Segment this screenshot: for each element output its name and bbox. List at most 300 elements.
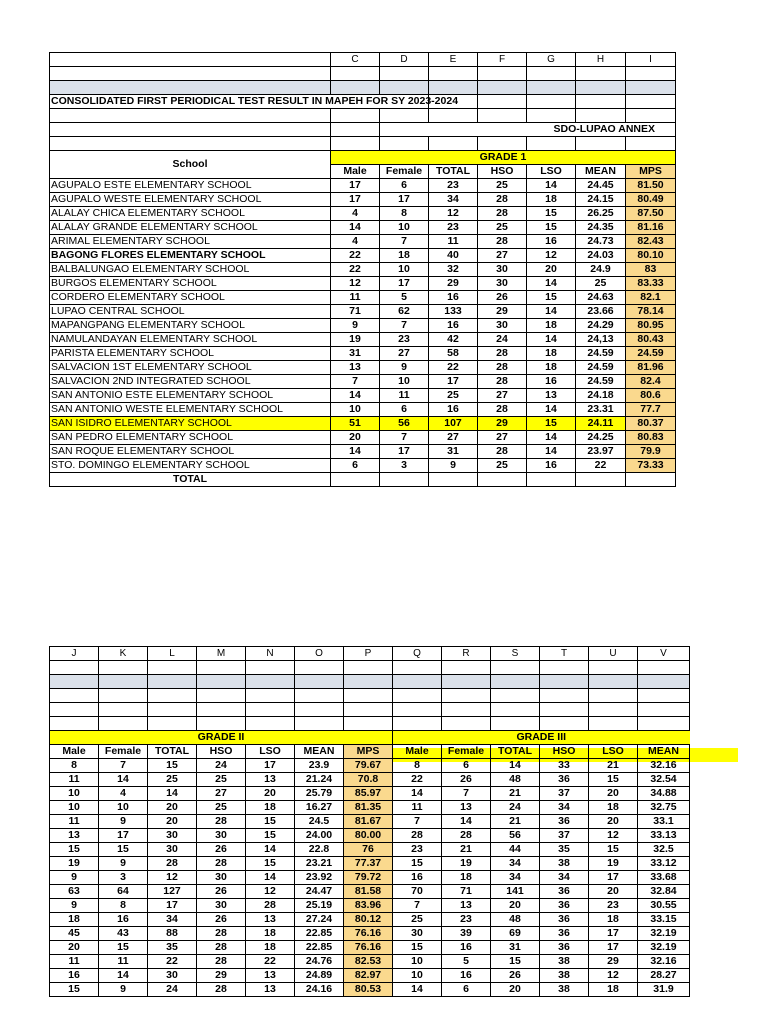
mps-value: 80.00: [344, 829, 393, 843]
school-name: ALALAY CHICA ELEMENTARY SCHOOL: [50, 207, 331, 221]
value-cell: 14: [527, 445, 576, 459]
column-header: LSO: [527, 165, 576, 179]
value-cell: 24.29: [576, 319, 626, 333]
mps-value: 80.49: [626, 193, 676, 207]
value-cell: 16: [442, 941, 491, 955]
mps-value: 76.16: [344, 941, 393, 955]
column-letter: F: [478, 53, 527, 67]
value-cell: 18: [442, 871, 491, 885]
value-cell: 15: [50, 843, 99, 857]
table-row: [50, 885, 690, 899]
school-name: SAN ANTONIO WESTE ELEMENTARY SCHOOL: [50, 403, 331, 417]
empty-cell: [344, 661, 393, 675]
empty-cell: [576, 473, 626, 487]
value-cell: 10: [331, 403, 380, 417]
value-cell: 29: [429, 277, 478, 291]
school-name: CORDERO ELEMENTARY SCHOOL: [50, 291, 331, 305]
empty-cell: [478, 67, 527, 81]
grade-header-row: [50, 731, 690, 745]
mps-value: 82.43: [626, 235, 676, 249]
value-cell: 15: [491, 955, 540, 969]
blank-row: [50, 661, 690, 675]
value-cell: 7: [99, 759, 148, 773]
mps-value: 82.97: [344, 969, 393, 983]
value-cell: 7: [331, 375, 380, 389]
value-cell: 23.21: [295, 857, 344, 871]
empty-cell: [589, 689, 638, 703]
table-row: [50, 417, 676, 431]
value-cell: 20: [148, 815, 197, 829]
value-cell: 15: [527, 207, 576, 221]
grade1-results-table: [49, 52, 676, 487]
value-cell: 7: [393, 899, 442, 913]
value-cell: 71: [442, 885, 491, 899]
value-cell: 34: [491, 857, 540, 871]
column-letter: R: [442, 647, 491, 661]
value-cell: 34: [429, 193, 478, 207]
table-row: [50, 277, 676, 291]
table-row: [50, 193, 676, 207]
value-cell: 16.27: [295, 801, 344, 815]
total-label: TOTAL: [50, 473, 331, 487]
empty-cell: [393, 703, 442, 717]
value-cell: 4: [331, 235, 380, 249]
value-cell: 25: [478, 459, 527, 473]
value-cell: 39: [442, 927, 491, 941]
value-cell: 24.18: [576, 389, 626, 403]
value-cell: 18: [527, 361, 576, 375]
value-cell: 32.54: [638, 773, 690, 787]
value-cell: 28: [442, 829, 491, 843]
column-letter: K: [99, 647, 148, 661]
value-cell: 28: [148, 857, 197, 871]
column-letter-row: [50, 53, 676, 67]
empty-cell: [50, 675, 99, 689]
value-cell: 10: [393, 969, 442, 983]
table-row: [50, 815, 690, 829]
empty-cell: [393, 717, 442, 731]
mps-value: 81.67: [344, 815, 393, 829]
value-cell: 20: [246, 787, 295, 801]
value-cell: 23: [442, 913, 491, 927]
value-cell: 24: [478, 333, 527, 347]
value-cell: 32: [429, 263, 478, 277]
value-cell: 23.97: [576, 445, 626, 459]
value-cell: 141: [491, 885, 540, 899]
value-cell: 37: [540, 829, 589, 843]
value-cell: 36: [540, 773, 589, 787]
value-cell: 23.31: [576, 403, 626, 417]
value-cell: 17: [99, 829, 148, 843]
value-cell: 28: [393, 829, 442, 843]
column-header: LSO: [589, 745, 638, 759]
empty-cell: [295, 689, 344, 703]
empty-cell: [540, 689, 589, 703]
value-cell: 8: [380, 207, 429, 221]
value-cell: 22.85: [295, 941, 344, 955]
value-cell: 25: [429, 389, 478, 403]
value-cell: 32.75: [638, 801, 690, 815]
empty-cell: [344, 703, 393, 717]
school-name: LUPAO CENTRAL SCHOOL: [50, 305, 331, 319]
value-cell: 127: [148, 885, 197, 899]
value-cell: 62: [380, 305, 429, 319]
empty-cell: [429, 81, 478, 95]
empty-cell: [638, 703, 690, 717]
value-cell: 20: [589, 787, 638, 801]
value-cell: 33.15: [638, 913, 690, 927]
empty-cell: [429, 473, 478, 487]
mps-value: 80.10: [626, 249, 676, 263]
value-cell: 8: [99, 899, 148, 913]
value-cell: 11: [50, 815, 99, 829]
empty-cell: [148, 689, 197, 703]
value-cell: 15: [246, 829, 295, 843]
empty-cell: [50, 67, 331, 81]
school-name: ALALAY GRANDE ELEMENTARY SCHOOL: [50, 221, 331, 235]
value-cell: 6: [380, 403, 429, 417]
value-cell: 51: [331, 417, 380, 431]
mps-value: 77.7: [626, 403, 676, 417]
table-row: [50, 459, 676, 473]
value-cell: 10: [380, 375, 429, 389]
mps-value: 70.8: [344, 773, 393, 787]
empty-cell: [50, 123, 331, 137]
value-cell: 24.15: [576, 193, 626, 207]
value-cell: 18: [527, 193, 576, 207]
empty-cell: [50, 689, 99, 703]
value-cell: 30: [197, 871, 246, 885]
table-row: [50, 347, 676, 361]
mps-value: 81.58: [344, 885, 393, 899]
value-cell: 31.9: [638, 983, 690, 997]
table-row: [50, 773, 690, 787]
column-header-row: [50, 745, 690, 759]
empty-cell: [148, 717, 197, 731]
value-cell: 21: [589, 759, 638, 773]
value-cell: 38: [540, 857, 589, 871]
empty-cell: [527, 137, 576, 151]
mps-value: 82.4: [626, 375, 676, 389]
value-cell: 13: [442, 801, 491, 815]
value-cell: 10: [99, 801, 148, 815]
value-cell: 19: [442, 857, 491, 871]
table-row: [50, 787, 690, 801]
school-name: STO. DOMINGO ELEMENTARY SCHOOL: [50, 459, 331, 473]
empty-cell: [626, 95, 676, 109]
value-cell: 36: [540, 913, 589, 927]
value-cell: 30: [478, 277, 527, 291]
value-cell: 24.45: [576, 179, 626, 193]
value-cell: 23.92: [295, 871, 344, 885]
column-letter: D: [380, 53, 429, 67]
value-cell: 13: [442, 899, 491, 913]
value-cell: 16: [429, 291, 478, 305]
value-cell: 16: [527, 375, 576, 389]
value-cell: 17: [589, 927, 638, 941]
value-cell: 32.84: [638, 885, 690, 899]
value-cell: 20: [331, 431, 380, 445]
value-cell: 32.16: [638, 955, 690, 969]
empty-cell: [50, 109, 331, 123]
value-cell: 16: [527, 459, 576, 473]
empty-cell: [393, 675, 442, 689]
mps-value: 24.59: [626, 347, 676, 361]
value-cell: 21: [442, 843, 491, 857]
value-cell: 25: [393, 913, 442, 927]
empty-cell: [540, 717, 589, 731]
empty-cell: [331, 109, 380, 123]
value-cell: 4: [331, 207, 380, 221]
column-letter: G: [527, 53, 576, 67]
empty-cell: [540, 703, 589, 717]
value-cell: 14: [148, 787, 197, 801]
empty-cell: [197, 703, 246, 717]
empty-cell: [478, 473, 527, 487]
value-cell: 30: [197, 829, 246, 843]
value-cell: 9: [50, 899, 99, 913]
value-cell: 48: [491, 773, 540, 787]
value-cell: 4: [99, 787, 148, 801]
total-row: [50, 473, 676, 487]
value-cell: 25: [197, 801, 246, 815]
value-cell: 28: [197, 941, 246, 955]
value-cell: 21.24: [295, 773, 344, 787]
mps-value: 80.43: [626, 333, 676, 347]
value-cell: 24.89: [295, 969, 344, 983]
column-letter: U: [589, 647, 638, 661]
value-cell: 133: [429, 305, 478, 319]
mps-value: 81.35: [344, 801, 393, 815]
empty-cell: [442, 689, 491, 703]
value-cell: 14: [99, 773, 148, 787]
value-cell: 58: [429, 347, 478, 361]
value-cell: 17: [589, 871, 638, 885]
value-cell: 34: [491, 871, 540, 885]
value-cell: 10: [393, 955, 442, 969]
value-cell: 23: [380, 333, 429, 347]
value-cell: 18: [246, 927, 295, 941]
value-cell: 15: [246, 815, 295, 829]
blank-row: [50, 703, 690, 717]
value-cell: 26: [478, 291, 527, 305]
value-cell: 33.13: [638, 829, 690, 843]
value-cell: 16: [429, 319, 478, 333]
column-header: TOTAL: [491, 745, 540, 759]
value-cell: 25: [478, 179, 527, 193]
value-cell: 26: [197, 913, 246, 927]
value-cell: 15: [99, 941, 148, 955]
value-cell: 31: [429, 445, 478, 459]
empty-cell: [331, 67, 380, 81]
empty-cell: [527, 473, 576, 487]
value-cell: 9: [99, 815, 148, 829]
value-cell: 5: [442, 955, 491, 969]
value-cell: 12: [527, 249, 576, 263]
value-cell: 25.19: [295, 899, 344, 913]
value-cell: 16: [442, 969, 491, 983]
title-row: [50, 95, 676, 109]
empty-cell: [429, 67, 478, 81]
value-cell: 24.73: [576, 235, 626, 249]
empty-cell: [393, 689, 442, 703]
value-cell: 28: [478, 347, 527, 361]
value-cell: 18: [527, 347, 576, 361]
value-cell: 12: [429, 207, 478, 221]
value-cell: 16: [393, 871, 442, 885]
empty-cell: [99, 675, 148, 689]
grade-header-row: [50, 151, 676, 165]
school-name: SAN PEDRO ELEMENTARY SCHOOL: [50, 431, 331, 445]
value-cell: 10: [50, 787, 99, 801]
empty-cell: [589, 717, 638, 731]
table-row: [50, 941, 690, 955]
value-cell: 15: [527, 291, 576, 305]
table-row: [50, 955, 690, 969]
value-cell: 27: [197, 787, 246, 801]
table-row: [50, 249, 676, 263]
column-header: MEAN: [638, 745, 690, 759]
value-cell: 17: [380, 193, 429, 207]
blank-row: [50, 689, 690, 703]
value-cell: 25.79: [295, 787, 344, 801]
blank-row: [50, 67, 676, 81]
column-letter: Q: [393, 647, 442, 661]
mps-value: 81.16: [626, 221, 676, 235]
empty-cell: [527, 81, 576, 95]
value-cell: 13: [246, 969, 295, 983]
value-cell: 14: [527, 277, 576, 291]
empty-cell: [197, 717, 246, 731]
column-letter: L: [148, 647, 197, 661]
value-cell: 14: [527, 403, 576, 417]
value-cell: 15: [589, 773, 638, 787]
empty-cell: [626, 109, 676, 123]
value-cell: 13: [246, 773, 295, 787]
table-row: [50, 333, 676, 347]
column-letter: N: [246, 647, 295, 661]
value-cell: 23: [393, 843, 442, 857]
value-cell: 30: [148, 969, 197, 983]
empty-cell: [442, 675, 491, 689]
column-header: MEAN: [295, 745, 344, 759]
empty-cell: [527, 109, 576, 123]
empty-cell: [380, 473, 429, 487]
empty-cell: [380, 81, 429, 95]
empty-cell: [638, 717, 690, 731]
value-cell: 15: [589, 843, 638, 857]
value-cell: 14: [393, 983, 442, 997]
table-row: [50, 983, 690, 997]
value-cell: 14: [331, 445, 380, 459]
value-cell: 40: [429, 249, 478, 263]
mps-value: 80.12: [344, 913, 393, 927]
mps-value: 83.96: [344, 899, 393, 913]
value-cell: 29: [478, 305, 527, 319]
grade2-label: GRADE II: [50, 731, 393, 745]
value-cell: 28: [197, 983, 246, 997]
value-cell: 28: [478, 375, 527, 389]
value-cell: 14: [527, 305, 576, 319]
mps-value: 80.95: [626, 319, 676, 333]
value-cell: 25: [478, 221, 527, 235]
column-header: HSO: [540, 745, 589, 759]
value-cell: 9: [331, 319, 380, 333]
value-cell: 10: [380, 263, 429, 277]
column-letter: E: [429, 53, 478, 67]
value-cell: 28: [478, 207, 527, 221]
column-letter: V: [638, 647, 690, 661]
value-cell: 28: [197, 955, 246, 969]
value-cell: 18: [246, 941, 295, 955]
value-cell: 15: [148, 759, 197, 773]
value-cell: 11: [393, 801, 442, 815]
column-letter: T: [540, 647, 589, 661]
value-cell: 24.03: [576, 249, 626, 263]
empty-cell: [380, 137, 429, 151]
empty-cell: [527, 95, 576, 109]
value-cell: 7: [393, 815, 442, 829]
mps-value: 83: [626, 263, 676, 277]
value-cell: 7: [380, 431, 429, 445]
value-cell: 27: [478, 249, 527, 263]
value-cell: 70: [393, 885, 442, 899]
empty-cell: [331, 137, 380, 151]
table-row: [50, 431, 676, 445]
report-title: CONSOLIDATED FIRST PERIODICAL TEST RESULT IN MAPEH FOR SY 2023-2024: [51, 95, 459, 107]
value-cell: 6: [331, 459, 380, 473]
value-cell: 24: [148, 983, 197, 997]
table-row: [50, 319, 676, 333]
value-cell: 27: [380, 347, 429, 361]
value-cell: 28: [246, 899, 295, 913]
column-header: TOTAL: [148, 745, 197, 759]
mps-value: 78.14: [626, 305, 676, 319]
value-cell: 25: [148, 773, 197, 787]
value-cell: 42: [429, 333, 478, 347]
value-cell: 9: [50, 871, 99, 885]
value-cell: 14: [246, 843, 295, 857]
empty-cell: [295, 703, 344, 717]
column-letter: J: [50, 647, 99, 661]
empty-cell: [148, 703, 197, 717]
value-cell: 21: [491, 815, 540, 829]
school-name: NAMULANDAYAN ELEMENTARY SCHOOL: [50, 333, 331, 347]
empty-cell: [344, 717, 393, 731]
empty-cell: [295, 675, 344, 689]
value-cell: 23.66: [576, 305, 626, 319]
value-cell: 20: [527, 263, 576, 277]
value-cell: 15: [527, 221, 576, 235]
school-name: MAPANGPANG ELEMENTARY SCHOOL: [50, 319, 331, 333]
table-row: [50, 829, 690, 843]
empty-cell: [491, 661, 540, 675]
value-cell: 24: [491, 801, 540, 815]
value-cell: 20: [491, 899, 540, 913]
table-row: [50, 857, 690, 871]
mps-value: 81.96: [626, 361, 676, 375]
empty-cell: [246, 703, 295, 717]
value-cell: 24.47: [295, 885, 344, 899]
value-cell: 63: [50, 885, 99, 899]
value-cell: 24.76: [295, 955, 344, 969]
empty-cell: [380, 109, 429, 123]
column-header: Female: [380, 165, 429, 179]
empty-cell: [540, 661, 589, 675]
value-cell: 9: [99, 983, 148, 997]
table-row: [50, 375, 676, 389]
value-cell: 10: [380, 221, 429, 235]
